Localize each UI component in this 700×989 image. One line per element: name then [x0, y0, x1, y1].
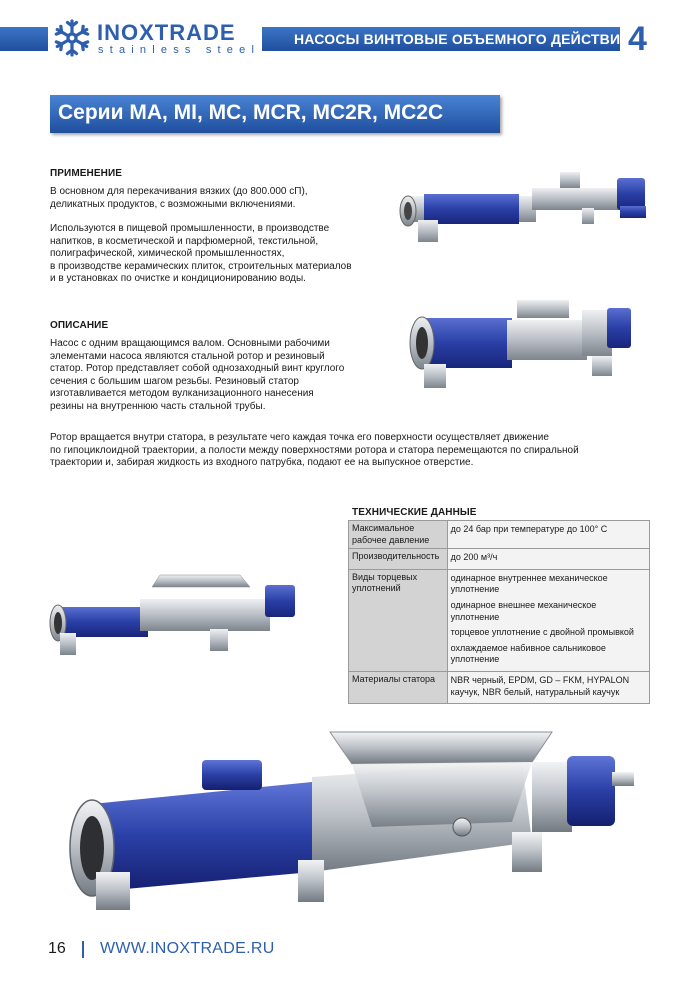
text-line: траектории и, забирая жидкость из входного патрубка, подают ее на выпускное отверстие.	[50, 457, 474, 469]
text-line: деликатных продуктов, с возможными включениями.	[50, 198, 296, 210]
pump-image-3	[40, 573, 320, 663]
series-title: Серии MA, MI, MC, MCR, MC2R, MC2C	[58, 101, 444, 124]
section-title: НАСОСЫ ВИНТОВЫЕ ОБЪЕМНОГО ДЕЙСТВИЯ	[294, 31, 631, 47]
description-paragraph-1	[50, 338, 380, 414]
specs-table	[348, 520, 650, 704]
section-number: 4	[628, 20, 647, 58]
spec-value	[447, 549, 649, 570]
brand-tagline: stainless steel	[98, 44, 261, 56]
spec-label: Максимальное рабочее давление	[349, 521, 448, 549]
spec-value-line: до 200 м³/ч	[450, 552, 498, 563]
text-line: в производстве керамических плиток, строительных материалов	[50, 260, 352, 272]
text-line: Ротор вращается внутри статора, в результате чего каждая точка его поверхности осуществляет движение	[50, 432, 549, 443]
specs-heading: ТЕХНИЧЕСКИЕ ДАННЫЕ	[352, 507, 477, 518]
snowflake-logo-icon	[52, 18, 92, 58]
text-line: Используются в пищевой промышленности, в производстве	[50, 223, 330, 234]
spec-value	[447, 569, 649, 671]
footer-website-link[interactable]: WWW.INOXTRADE.RU	[100, 940, 275, 957]
text-line: резины на внутреннюю часть стальной трубы.	[50, 400, 266, 412]
text-line: и в установках по очистке и кондиционированию воды.	[50, 273, 306, 285]
table-row	[349, 671, 650, 703]
spec-value-line: одинарное внешнее механическое уплотнение	[450, 599, 597, 622]
text-line: изготавливается методом вулканизационного нанесения	[50, 388, 314, 400]
pump-image-1	[392, 170, 657, 256]
table-row	[349, 521, 650, 549]
pump-image-4	[62, 722, 640, 917]
text-line: полиграфической, химической промышленностях,	[50, 248, 285, 260]
spec-value-line: охлаждаемое набивное сальниковое уплотнение	[450, 642, 606, 665]
text-line: элементами насоса являются стальной ротор и резиновый	[50, 350, 325, 362]
application-paragraph-1	[50, 186, 380, 211]
spec-value-line: торцевое уплотнение с двойной промывкой	[450, 627, 634, 638]
description-paragraph-2	[50, 432, 670, 470]
description-heading: ОПИСАНИЕ	[50, 320, 109, 331]
text-line: статор. Ротор представляет собой однозаходный винт круглого	[50, 363, 345, 375]
spec-value-line: до 24 бар при температуре до 100° С	[450, 524, 608, 534]
spec-value-line: одинарное внутреннее механическое уплотнение	[450, 572, 608, 595]
text-line: В основном для перекачивания вязких (до 800.000 сП),	[50, 186, 308, 197]
series-title-banner	[50, 95, 500, 133]
pump-image-2	[402, 298, 644, 390]
text-line: Насос с одним вращающимся валом. Основными рабочими	[50, 338, 330, 349]
page-number: 16	[48, 940, 66, 957]
application-heading: ПРИМЕНЕНИЕ	[50, 168, 123, 179]
spec-label: Материалы статора	[349, 671, 448, 703]
spec-value-line: NBR черный, EPDM, GD – FKM, HYPALON каучук, NBR белый, натуральный каучук	[450, 674, 630, 697]
text-line: по гипоциклоидной траектории, а полости между поверхностями ротора и статора перемещаются по спиральной	[50, 444, 579, 456]
footer-separator	[82, 941, 84, 958]
text-line: напитков, в косметической и парфюмерной, текстильной,	[50, 235, 319, 247]
spec-label: Производительность	[349, 549, 448, 570]
spec-value	[447, 521, 649, 549]
spec-label: Виды торцевых уплотнений	[349, 569, 448, 671]
brand-name: INOXTRADE	[97, 20, 236, 45]
table-row	[349, 549, 650, 570]
spec-value	[447, 671, 649, 703]
table-row	[349, 569, 650, 671]
text-line: сечения с большим шагом резьбы. Резиновый статор	[50, 375, 299, 387]
application-paragraph-2	[50, 223, 380, 286]
